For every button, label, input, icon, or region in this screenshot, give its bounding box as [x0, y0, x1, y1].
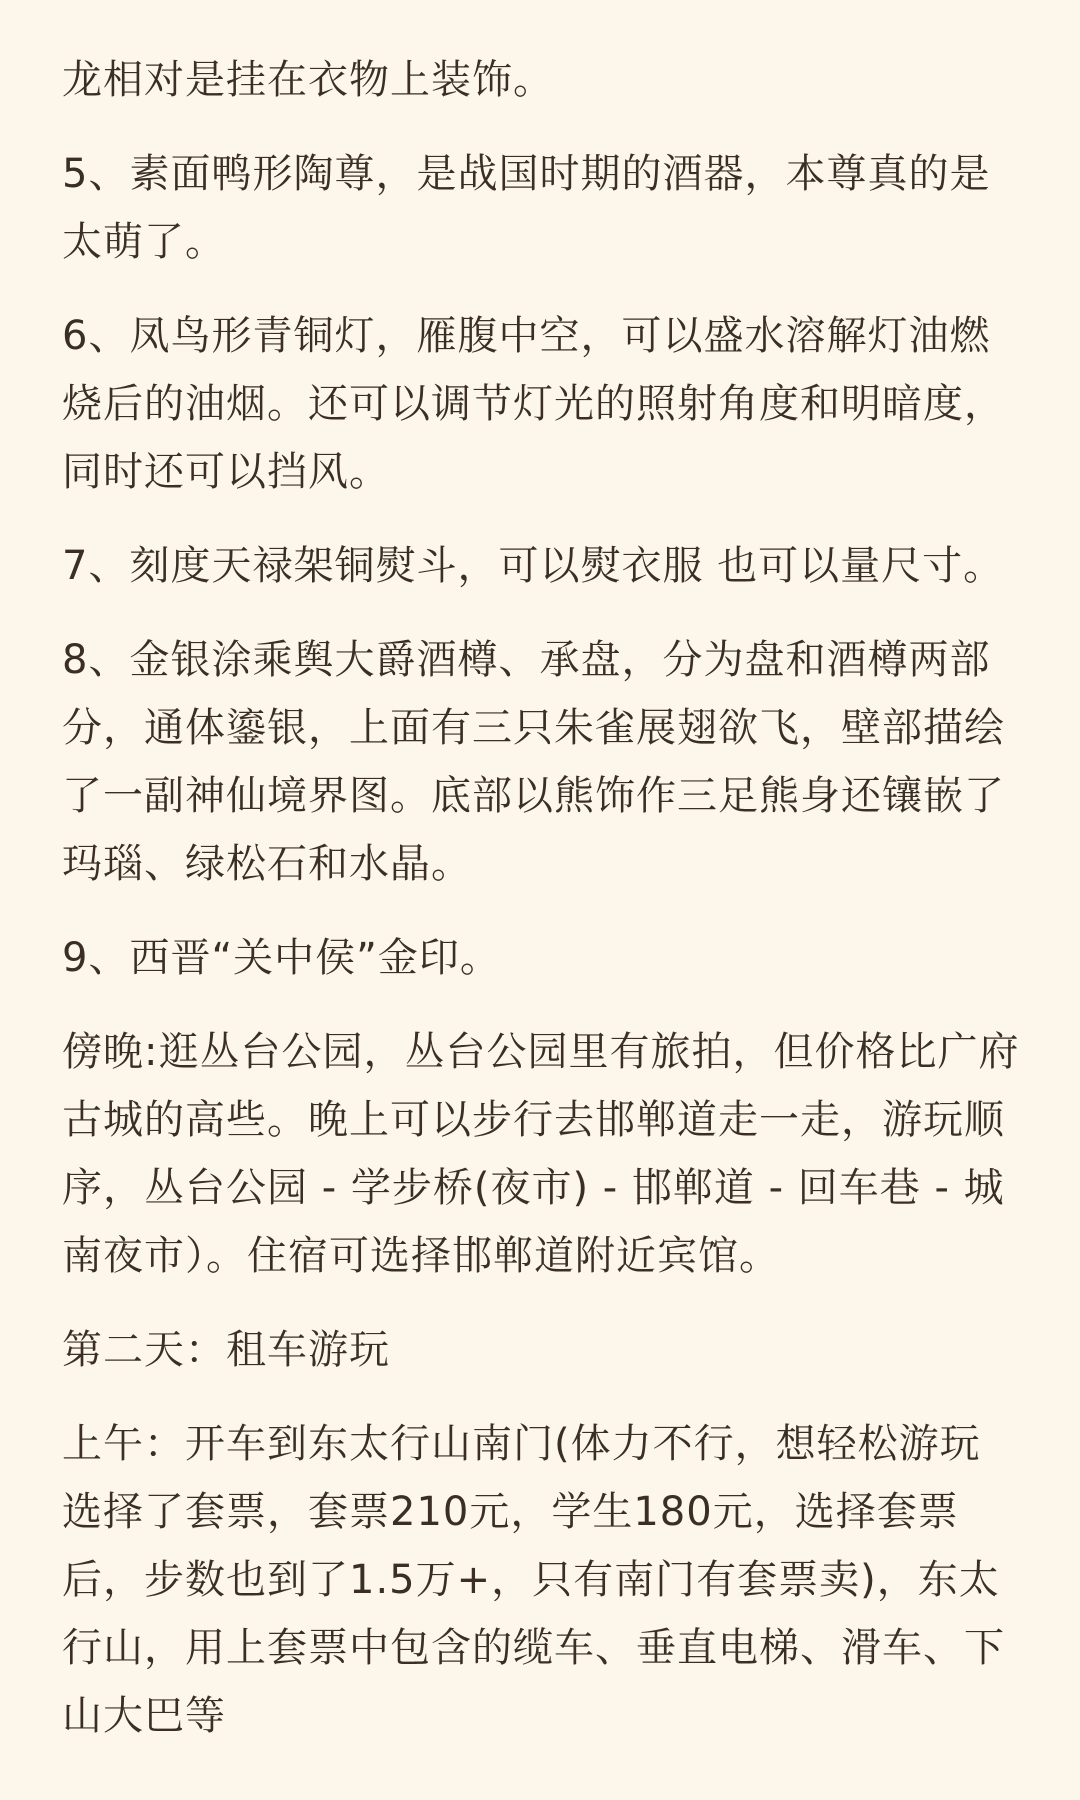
paragraph-item-7: 7、刻度天禄架铜熨斗，可以熨衣服 也可以量尺寸。 [62, 543, 1005, 589]
paragraph-day-two-heading: 第二天：租车游玩 [62, 1327, 390, 1373]
paragraph-item-6: 6、凤鸟形青铜灯，雁腹中空，可以盛水溶解灯油燃烧后的油烟。还可以调节灯光的照射角度和明暗度，同时还可以挡风。 [62, 313, 1005, 495]
paragraph-item-8: 8、金银涂乘舆大爵酒樽、承盘，分为盘和酒樽两部分，通体鎏银，上面有三只朱雀展翅欲飞，壁部描绘了一副神仙境界图。底部以熊饰作三足熊身还镶嵌了玛瑙、绿松石和水晶。 [62, 637, 1005, 887]
paragraph-intro: 龙相对是挂在衣物上装饰。 [62, 57, 554, 103]
paragraph-item-9: 9、西晋“关中侯”金印。 [62, 935, 501, 981]
paragraph-morning: 上午：开车到东太行山南门(体力不行，想轻松游玩选择了套票，套票210元，学生180元，选择套票后，步数也到了1.5万+，只有南门有套票卖)，东太行山，用上套票中包含的缆车、垂直电梯、滑车、下山大巴等 [62, 1421, 1005, 1739]
paragraph-evening: 傍晚:逛丛台公园，丛台公园里有旅拍，但价格比广府古城的高些。晚上可以步行去邯郸道走一走，游玩顺序，丛台公园 - 学步桥(夜市) - 邯郸道 - 回车巷 - 城南夜市）。住宿可选择邯郸道附近宾馆。 [62, 1029, 1020, 1279]
paragraph-item-5: 5、素面鸭形陶尊，是战国时期的酒器，本尊真的是太萌了。 [62, 151, 991, 265]
